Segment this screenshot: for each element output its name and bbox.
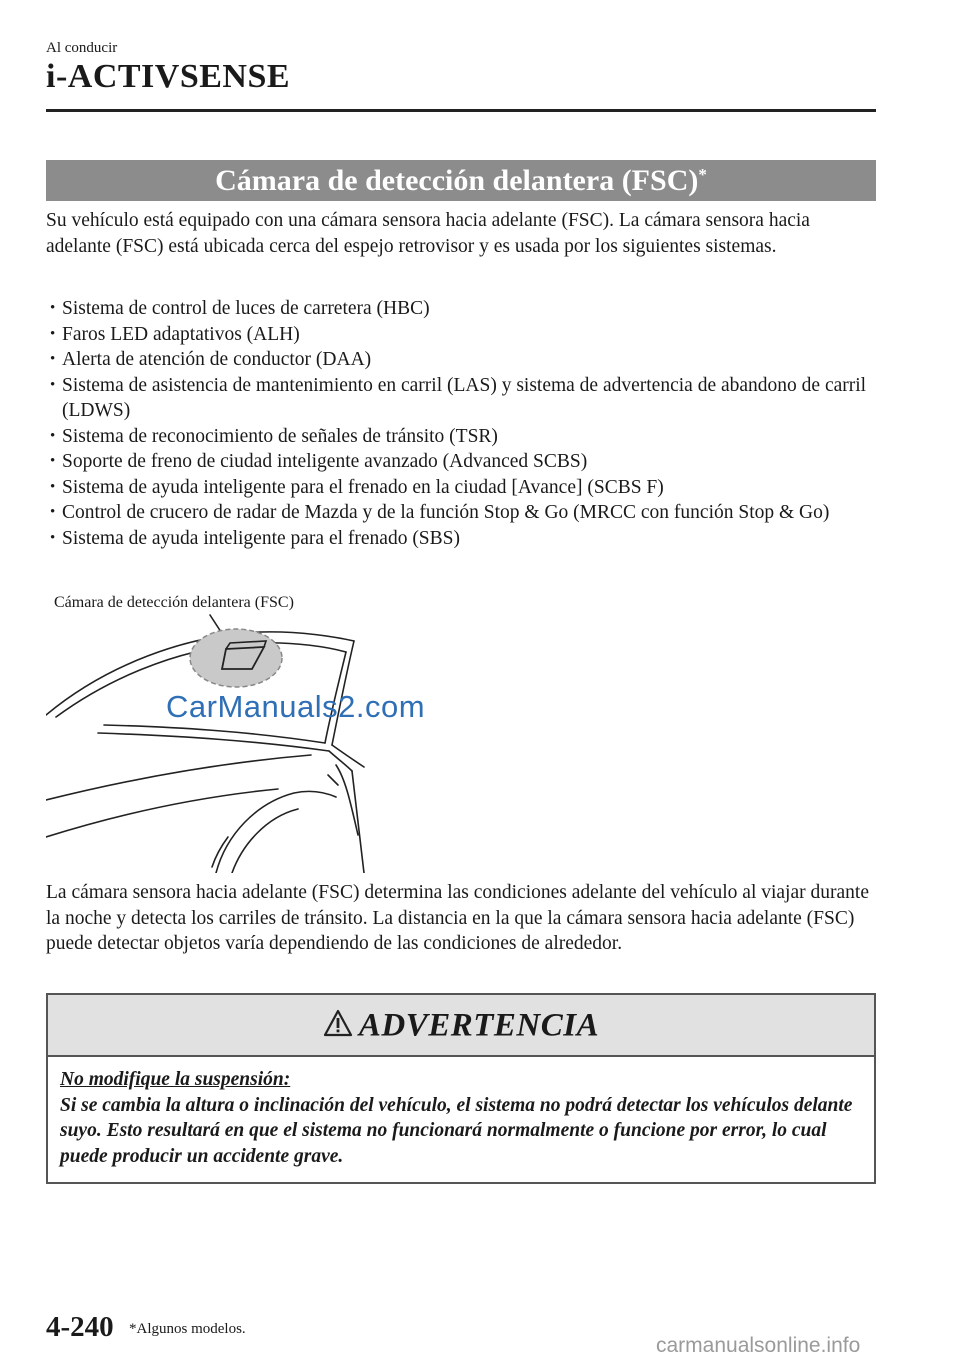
list-item: • Sistema de control de luces de carretera (HBC) bbox=[46, 296, 876, 322]
description-paragraph: La cámara sensora hacia adelante (FSC) determina las condiciones adelante del vehículo al viajar durante la noche y detecta los carriles de tránsito. La distancia en la que la cámara sensora hacia adelante (FSC) puede detectar objetos varía dependiendo de las condiciones de alrededor. bbox=[46, 882, 869, 954]
list-item: • Control de crucero de radar de Mazda y de la función Stop & Go (MRCC con función Stop & Go) bbox=[46, 500, 876, 526]
site-watermark: carmanualsonline.info bbox=[656, 1334, 861, 1357]
figure-watermark: CarManuals2.com bbox=[166, 689, 426, 724]
warning-box bbox=[46, 993, 876, 1184]
figure-callout-label: Cámara de detección delantera (FSC) bbox=[54, 594, 294, 611]
list-item: • Sistema de ayuda inteligente para el frenado en la ciudad [Avance] (SCBS F) bbox=[46, 475, 876, 501]
page-title-text: Cámara de detección delantera (FSC) bbox=[215, 164, 699, 197]
footnote-mark: * bbox=[698, 165, 707, 184]
warning-header bbox=[48, 995, 874, 1057]
warning-heading: No modifique la suspensión: bbox=[60, 1069, 291, 1090]
page-title bbox=[46, 160, 876, 201]
list-item: • Sistema de reconocimiento de señales de tránsito (TSR) bbox=[46, 424, 876, 450]
windshield-illustration bbox=[46, 605, 366, 873]
section-title: i-ACTIVSENSE bbox=[46, 58, 291, 95]
list-item: • Faros LED adaptativos (ALH) bbox=[46, 322, 876, 348]
header-rule bbox=[46, 109, 876, 112]
warning-triangle-icon bbox=[323, 1009, 353, 1037]
list-item: • Soporte de freno de ciudad inteligente avanzado (Advanced SCBS) bbox=[46, 449, 876, 475]
list-item: • Sistema de asistencia de mantenimiento en carril (LAS) y sistema de advertencia de abandono de carril (LDWS) bbox=[46, 373, 876, 424]
footnote: *Algunos modelos. bbox=[129, 1321, 246, 1337]
list-item: • Alerta de atención de conductor (DAA) bbox=[46, 347, 876, 373]
warning-body bbox=[48, 1057, 874, 1169]
page-number: 4-240 bbox=[46, 1311, 114, 1343]
intro-paragraph: Su vehículo está equipado con una cámara sensora hacia adelante (FSC). La cámara sensora hacia adelante (FSC) está ubicada cerca del espejo retrovisor y es usada por los siguientes sistemas. bbox=[46, 210, 810, 257]
section-label: Al conducir bbox=[46, 40, 118, 56]
warning-text: Si se cambia la altura o inclinación del vehículo, el sistema no podrá detectar los vehículos delante suyo. Esto resultará en que el sistema no funcionará normalmente o funcione por error, lo cual puede producir un accidente grave. bbox=[60, 1094, 853, 1167]
systems-list bbox=[46, 296, 876, 551]
list-item: • Sistema de ayuda inteligente para el frenado (SBS) bbox=[46, 526, 876, 552]
warning-title: ADVERTENCIA bbox=[358, 1007, 600, 1044]
